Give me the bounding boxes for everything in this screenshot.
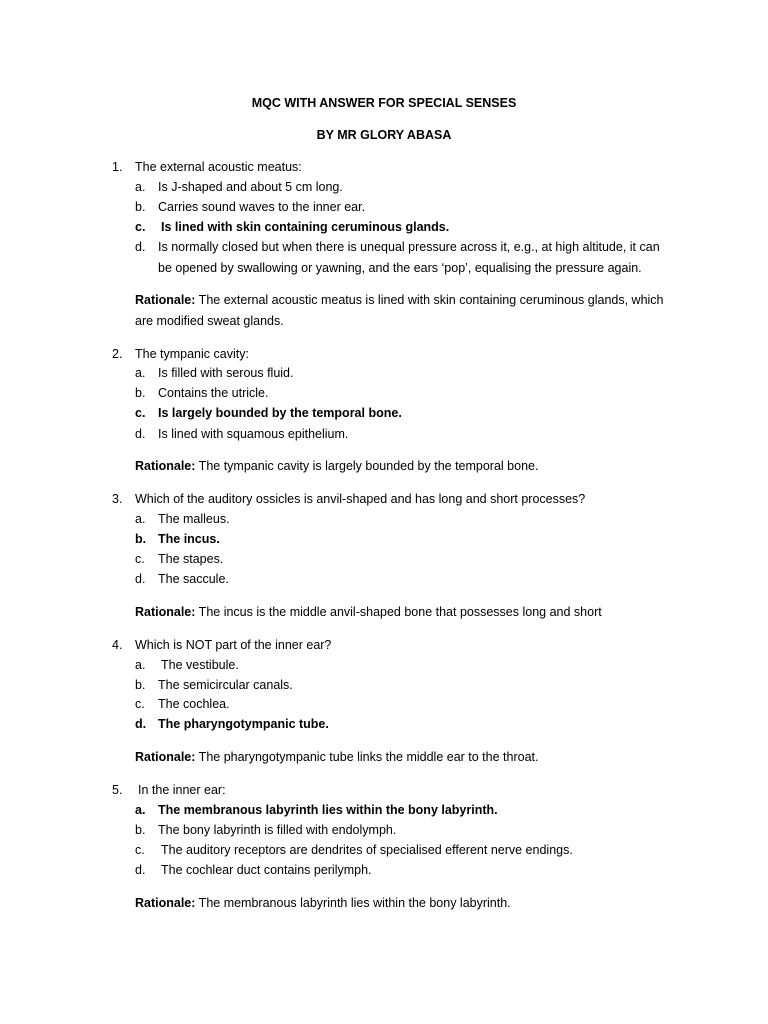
option-text: The cochlear duct contains perilymph. — [161, 863, 372, 877]
rationale-text: The pharyngotympanic tube links the middle ear to the throat. — [195, 750, 539, 764]
option-letter: d. — [135, 717, 147, 731]
option-text: Is J-shaped and about 5 cm long. — [158, 180, 343, 194]
option-letter: a. — [135, 512, 146, 526]
rationale-label: Rationale: — [135, 293, 196, 307]
option-letter: c. — [135, 843, 145, 857]
option-letter: b. — [135, 678, 146, 692]
option-text: The membranous labyrinth lies within the bony labyrinth. — [158, 803, 498, 817]
option-letter: a. — [135, 180, 146, 194]
document-title: MQC WITH ANSWER FOR SPECIAL SENSES — [251, 96, 517, 110]
option-text: Is lined with squamous epithelium. — [158, 427, 349, 441]
question-text: Which of the auditory ossicles is anvil-shaped and has long and short processes? — [135, 492, 586, 506]
option-text: The stapes. — [158, 552, 224, 566]
option-text: The vestibule. — [161, 658, 239, 672]
option-letter: c. — [135, 697, 145, 711]
option-letter: b. — [135, 200, 146, 214]
option-text: Is filled with serous fluid. — [158, 366, 294, 380]
question-number: 1. — [112, 160, 123, 174]
document-author: BY MR GLORY ABASA — [316, 128, 452, 142]
option-text-continuation: be opened by swallowing or yawning, and the ears ‘pop’, equalising the pressure again. — [158, 261, 642, 275]
option-letter: c. — [135, 406, 146, 420]
option-letter: d. — [135, 572, 146, 586]
option-letter: a. — [135, 366, 146, 380]
option-text: The malleus. — [158, 512, 230, 526]
rationale-text: The incus is the middle anvil-shaped bone that possesses long and short — [195, 605, 602, 619]
question-number: 3. — [112, 492, 123, 506]
question-text: The external acoustic meatus: — [135, 160, 302, 174]
option-text: The bony labyrinth is filled with endolymph. — [158, 823, 397, 837]
option-text: Is normally closed but when there is unequal pressure across it, e.g., at high altitude, it can — [158, 240, 660, 254]
question-text: Which is NOT part of the inner ear? — [135, 638, 332, 652]
question-text: The tympanic cavity: — [135, 347, 249, 361]
question-number: 4. — [112, 638, 123, 652]
option-text: The incus. — [158, 532, 220, 546]
option-text: The cochlea. — [158, 697, 230, 711]
option-letter: d. — [135, 427, 146, 441]
option-letter: d. — [135, 863, 146, 877]
option-letter: b. — [135, 823, 146, 837]
rationale-label: Rationale: — [135, 605, 196, 619]
rationale-text: The tympanic cavity is largely bounded by the temporal bone. — [195, 459, 539, 473]
question-number: 2. — [112, 347, 123, 361]
rationale-text: The membranous labyrinth lies within the bony labyrinth. — [195, 896, 511, 910]
option-letter: a. — [135, 658, 146, 672]
option-text: The pharyngotympanic tube. — [158, 717, 329, 731]
option-text: Is largely bounded by the temporal bone. — [158, 406, 402, 420]
option-text: Carries sound waves to the inner ear. — [158, 200, 366, 214]
rationale-label: Rationale: — [135, 896, 196, 910]
rationale-text-continuation: are modified sweat glands. — [135, 314, 284, 328]
question-number: 5. — [112, 783, 123, 797]
option-text: Is lined with skin containing ceruminous glands. — [161, 220, 450, 234]
option-letter: c. — [135, 220, 146, 234]
option-letter: a. — [135, 803, 146, 817]
option-text: The auditory receptors are dendrites of specialised efferent nerve endings. — [161, 843, 573, 857]
option-letter: c. — [135, 552, 145, 566]
option-text: Contains the utricle. — [158, 386, 269, 400]
option-letter: b. — [135, 532, 147, 546]
option-letter: b. — [135, 386, 146, 400]
rationale-label: Rationale: — [135, 459, 196, 473]
option-text: The semicircular canals. — [158, 678, 293, 692]
rationale-label: Rationale: — [135, 750, 196, 764]
question-text: In the inner ear: — [138, 783, 226, 797]
option-letter: d. — [135, 240, 146, 254]
rationale-text: The external acoustic meatus is lined with skin containing ceruminous glands, which — [195, 293, 664, 307]
option-text: The saccule. — [158, 572, 229, 586]
